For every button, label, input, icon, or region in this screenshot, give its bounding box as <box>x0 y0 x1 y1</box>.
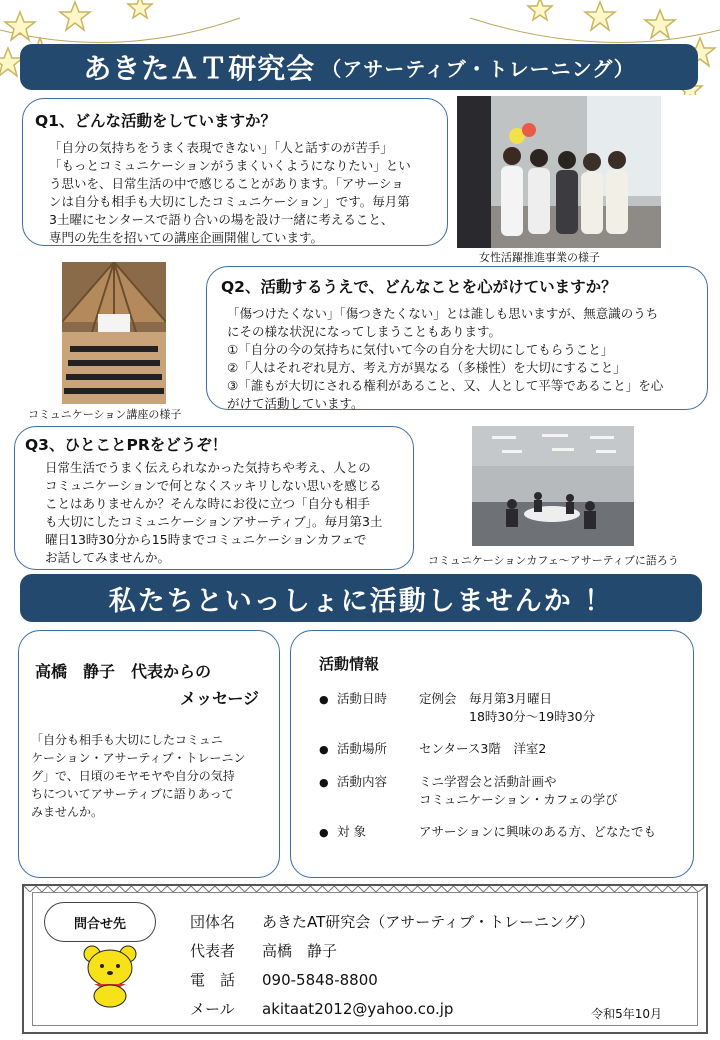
issue-date: 令和5年10月 <box>591 1007 662 1021</box>
q2-line: がけて活動しています。 <box>227 396 364 411</box>
star-icon <box>528 0 552 20</box>
message-heading-line1: 高橋 静子 代表からの <box>35 662 212 681</box>
activity-value <box>419 740 675 759</box>
q3-line: も大切にしたコミュニケーションアサーティブ」。毎月第3土 <box>45 514 383 529</box>
activity-label: 対 象 <box>337 824 366 839</box>
star-icon <box>585 2 615 30</box>
contact-row-phone <box>190 966 594 995</box>
join-banner: 私たちといっしょに活動しませんか ！ <box>20 574 702 622</box>
q1-line: 「もっとコミュニケーションがうまくいくようになりたい」とい <box>49 158 411 173</box>
contact-value: 高橋 静子 <box>262 942 338 960</box>
star-icon <box>645 10 675 38</box>
activity-label: 活動場所 <box>337 741 388 756</box>
q3-title: Q3、ひとことPRをどうぞ！ <box>25 436 228 454</box>
q3-box <box>14 426 414 570</box>
photo2-caption: コミュニケーション講座の様子 <box>28 408 182 421</box>
q3-text <box>25 459 403 567</box>
contact-value: あきたAT研究会（アサーティブ・トレーニング） <box>262 913 595 931</box>
page-subtitle: （アサーティブ・トレーニング） <box>321 56 635 81</box>
contact-row-email <box>190 995 594 1024</box>
q3-line: 曜日13時30分から15時までコミュニケーションカフェで <box>45 532 367 547</box>
message-line: みませんか。 <box>31 805 104 819</box>
contact-row-rep <box>190 937 594 966</box>
q3-line: 日常生活でうまく伝えられなかった気持ちや考え、人との <box>45 460 371 475</box>
inquiry-bubble: 問合せ先 <box>44 902 156 942</box>
contact-label: メール <box>190 1000 235 1018</box>
q2-line: ①「自分の今の気持ちに気付いて今の自分を大切にしてもらうこと」 <box>227 342 614 357</box>
star-icon <box>5 12 35 40</box>
q3-line: コミュニケーションで何となくスッキリしない思いを感じる <box>45 478 382 493</box>
q2-line: にその様な状況になってしまうこともあります。 <box>227 324 502 339</box>
bullet-icon: ● <box>319 743 329 756</box>
title-banner <box>20 44 698 90</box>
activity-value <box>419 690 675 726</box>
contact-row-org <box>190 908 594 937</box>
activity-info-box <box>290 630 694 878</box>
message-text <box>31 731 265 821</box>
q1-line: う思いを、日常生活の中で感じることがあります。「アサーショ <box>49 176 404 191</box>
photo-communication-cafe <box>472 426 634 546</box>
message-line: グ」で、日頃のモヤモヤや自分の気持 <box>31 769 235 783</box>
contact-phone[interactable]: 090-5848-8800 <box>262 971 378 989</box>
q1-title: Q1、どんな活動をしていますか？ <box>35 112 276 130</box>
message-line: ちについてアサーティブに語りあって <box>31 787 234 801</box>
q1-line: ンは自分も相手も大切にしたコミュニケーション」です。毎月第 <box>49 194 410 209</box>
star-icon <box>128 0 152 18</box>
q3-line: お話してみませんか。 <box>45 550 171 565</box>
activity-value-line: 定例会 毎月第3月曜日 <box>419 691 552 706</box>
q2-line: ②「人はそれぞれ見方、考え方が異なる（多様性）を大切にすること」 <box>227 360 626 375</box>
star-icon <box>60 2 90 30</box>
activity-value-line: アサーションに興味のある方、どなたでも <box>419 824 657 839</box>
contact-email[interactable]: akitaat2012@yahoo.co.jp <box>262 1000 454 1018</box>
q1-box <box>22 98 448 246</box>
photo1-caption: 女性活躍推進事業の様子 <box>479 251 600 264</box>
q1-line: 3土曜にセンタースで語り合いの場を設け一緒に考えること、 <box>49 212 394 227</box>
q2-line: 「傷つけたくない」「傷つきたくない」とは誰しも思いますが、無意識のうち <box>227 306 659 321</box>
contact-label: 電 話 <box>190 971 236 989</box>
bullet-icon: ● <box>319 693 329 706</box>
message-line: ケーション・アサーティブ・トレーニン <box>31 751 246 765</box>
activity-label: 活動日時 <box>337 691 388 706</box>
bullet-icon: ● <box>319 826 329 839</box>
contact-label: 団体名 <box>190 913 236 931</box>
activity-value-line: センタース3階 洋室2 <box>419 741 547 756</box>
activity-row-place <box>319 740 675 759</box>
q1-text <box>35 139 435 247</box>
bullet-icon: ● <box>319 776 329 789</box>
message-heading-line2: メッセージ <box>179 689 259 708</box>
q1-line: 「自分の気持ちをうまく表現できない」「人と話すのが苦手」 <box>49 140 393 155</box>
activity-value-line: ミニ学習会と活動計画や <box>419 774 557 789</box>
activity-label: 活動内容 <box>337 774 388 789</box>
activity-value <box>419 773 675 809</box>
page-title: あきたＡＴ研究会 <box>83 52 316 85</box>
activity-value <box>419 823 675 842</box>
photo-lecture-hall <box>62 262 166 404</box>
photo3-caption: コミュニケーションカフェ～アサーティブに語ろう <box>428 554 679 567</box>
contact-list <box>190 908 594 1024</box>
q2-text <box>221 305 693 413</box>
activity-row-content <box>319 773 675 809</box>
activity-value-line: 18時30分～19時30分 <box>419 709 596 724</box>
q2-box <box>206 266 708 410</box>
activity-row-datetime <box>319 690 675 726</box>
q3-line: ことはありませんか？そんな時にお役に立つ「自分も相手 <box>45 496 371 511</box>
bear-mascot-icon <box>80 942 140 1008</box>
message-box <box>18 630 280 878</box>
q2-line: ③「誰もが大切にされる権利があること、又、人として平等であること」を心 <box>227 378 664 393</box>
activity-row-target <box>319 823 675 842</box>
q1-line: 専門の先生を招いての講座企画開催しています。 <box>49 230 324 245</box>
activity-value-line: コミュニケーション・カフェの学び <box>419 792 618 807</box>
message-line: 「自分も相手も大切にしたコミュニ <box>31 733 223 747</box>
contact-box <box>22 884 708 1034</box>
activity-title: 活動情報 <box>319 655 380 673</box>
photo-womens-event <box>457 96 661 248</box>
q2-title: Q2、活動するうえで、どんなことを心がけていますか？ <box>221 278 617 296</box>
contact-label: 代表者 <box>190 942 236 960</box>
